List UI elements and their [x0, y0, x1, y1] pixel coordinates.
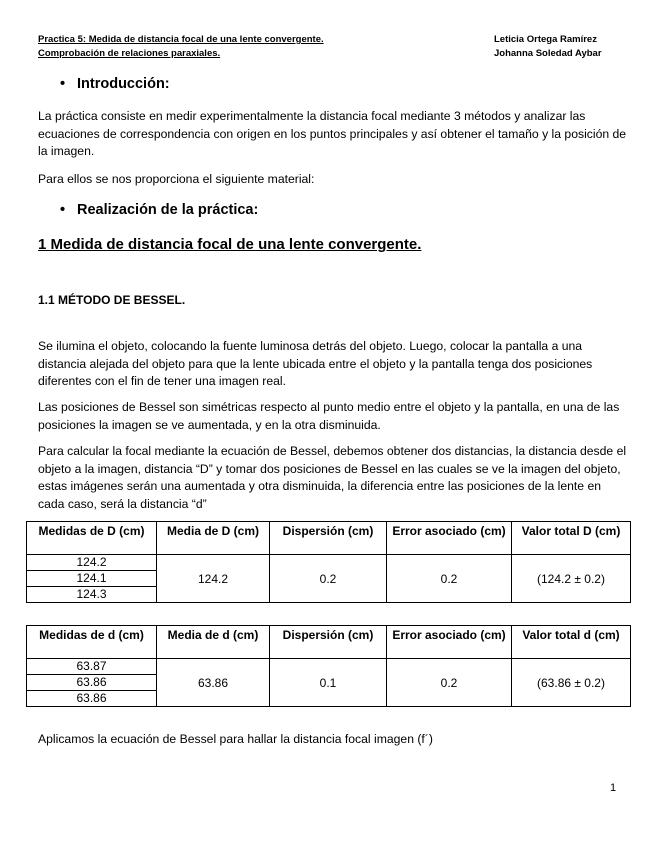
column-header: Media de d (cm) [157, 626, 270, 659]
mean-cell: 63.86 [157, 659, 270, 707]
error-cell: 0.2 [387, 659, 512, 707]
column-header: Error asociado (cm) [387, 626, 512, 659]
measurement-cell: 124.3 [27, 587, 157, 603]
column-header: Media de D (cm) [157, 522, 270, 555]
header-title-line2: Comprobación de relaciones paraxiales. [38, 48, 221, 59]
column-header: Dispersión (cm) [270, 626, 387, 659]
table-D-measurements [26, 521, 631, 603]
table-d-measurements [26, 625, 631, 707]
measurement-cell: 63.87 [27, 659, 157, 675]
table-row [27, 555, 631, 571]
column-header: Medidas de d (cm) [27, 626, 157, 659]
intro-paragraph: Para ellos se nos proporciona el siguiente material: [38, 172, 315, 186]
table-header-row [27, 626, 631, 659]
author-name: Leticia Ortega Ramírez [494, 34, 597, 45]
header-title-line1: Practica 5: Medida de distancia focal de una lente convergente. [38, 34, 324, 45]
mean-cell: 124.2 [157, 555, 270, 603]
table-row [27, 659, 631, 675]
total-cell: (63.86 ± 0.2) [512, 659, 631, 707]
author-name: Johanna Soledad Aybar [494, 48, 602, 59]
error-cell: 0.2 [387, 555, 512, 603]
column-header: Medidas de D (cm) [27, 522, 157, 555]
body-paragraph: Las posiciones de Bessel son simétricas respecto al punto medio entre el objeto y la pantalla, en una de las posiciones la imagen se ve aumentada, y en la otra disminuida. [38, 400, 620, 432]
measurement-cell: 63.86 [27, 691, 157, 707]
column-header: Dispersión (cm) [270, 522, 387, 555]
section-heading-realizacion [60, 202, 258, 218]
section-heading-text: Realización de la práctica: [77, 202, 259, 218]
body-paragraph: Se ilumina el objeto, colocando la fuente luminosa detrás del objeto. Luego, colocar la pantalla a una distancia alejada del objeto para que la lente ubicada entre el objeto y la pantalla tenga dos posiciones diferentes con el fin de tener una imagen real. [38, 339, 593, 388]
measurement-cell: 63.86 [27, 675, 157, 691]
column-header: Valor total D (cm) [512, 522, 631, 555]
column-header: Valor total d (cm) [512, 626, 631, 659]
header-title [38, 33, 324, 61]
intro-paragraph: La práctica consiste en medir experimentalmente la distancia focal mediante 3 métodos y analizar las ecuaciones de correspondencia con origen en los puntos principales y así obtener el tamaño y la posición de la imagen. [38, 109, 627, 158]
section-heading-intro [60, 76, 170, 92]
section-1-1-heading: 1.1 MÉTODO DE BESSEL. [38, 293, 186, 307]
dispersion-cell: 0.1 [270, 659, 387, 707]
page-number: 1 [610, 782, 617, 794]
measurement-cell: 124.2 [27, 555, 157, 571]
dispersion-cell: 0.2 [270, 555, 387, 603]
closing-paragraph: Aplicamos la ecuación de Bessel para hallar la distancia focal imagen (f´) [38, 732, 433, 746]
total-cell: (124.2 ± 0.2) [512, 555, 631, 603]
column-header: Error asociado (cm) [387, 522, 512, 555]
body-paragraph: Para calcular la focal mediante la ecuación de Bessel, debemos obtener dos distancias, la distancia desde el objeto a la imagen, distancia “D” y tomar dos posiciones de Bessel en las cuales se ve la imagen del objeto, estas imágenes serán una aumentada y otra disminuida, la diferencia entre las posiciones de la lente en cada caso, será la distancia “d” [38, 444, 627, 511]
bullet-icon: • [60, 202, 66, 218]
measurement-cell: 124.1 [27, 571, 157, 587]
table-header-row [27, 522, 631, 555]
section-1-heading: 1 Medida de distancia focal de una lente convergente. [38, 236, 422, 253]
section-heading-text: Introducción: [77, 76, 170, 92]
header-authors [494, 33, 602, 61]
bullet-icon: • [60, 76, 66, 92]
